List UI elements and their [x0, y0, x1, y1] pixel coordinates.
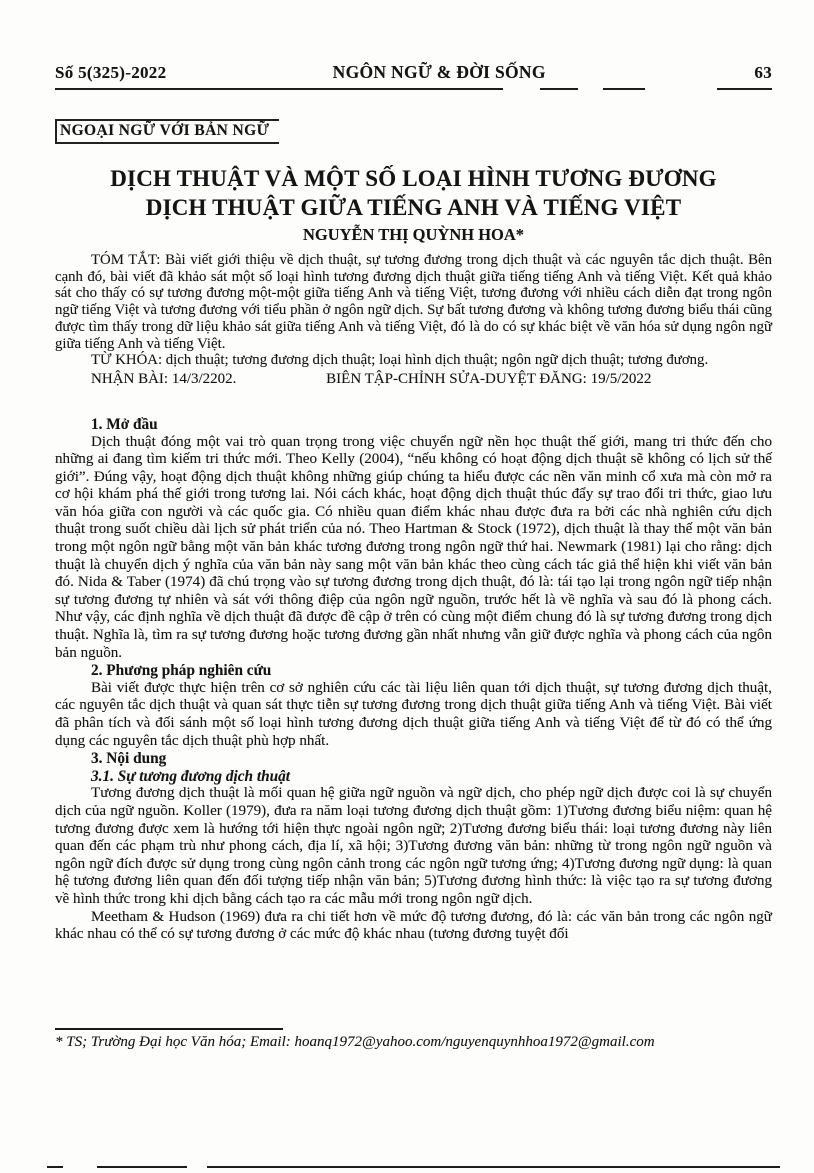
dates-line: [55, 371, 772, 388]
page-number: 63: [754, 63, 772, 82]
accepted-date: BIÊN TẬP-CHỈNH SỬA-DUYỆT ĐĂNG: 19/5/2022: [326, 370, 652, 387]
section-3-paragraph-2: Meetham & Hudson (1969) đưa ra chi tiết hơn về mức độ tương đương, đó là: các văn bản trong các ngôn ngữ khác nhau có thể có sự tương đương ở các mức độ khác nhau (tương đương tuyệt đối: [55, 908, 772, 943]
article-title-line1: DỊCH THUẬT VÀ MỘT SỐ LOẠI HÌNH TƯƠNG ĐƯƠNG: [110, 166, 717, 191]
journal-title: NGÔN NGỮ & ĐỜI SỐNG: [332, 62, 546, 82]
journal-header: [55, 62, 772, 83]
footnote-text: * TS; Trường Đại học Văn hóa; Email: hoanq1972@yahoo.com/nguyenquynhhoa1972@gmail.com: [55, 1034, 655, 1050]
section-1-paragraph: Dịch thuật đóng một vai trò quan trọng trong việc chuyển ngữ nền học thuật thế giới, mang tri thức đến cho những ai đang tìm kiếm tri thức mới. Theo Kelly (2004), “nếu không có hoạt động dịch thuật sẽ không có lịch sử thế giới”. Đúng vậy, hoạt động dịch thuật không những giúp chúng ta hiểu được các nền văn minh cổ xưa mà còn mở ra cơ hội khám phá thế giới trong tương lai. Nói cách khác, hoạt động dịch thuật thúc đẩy sự trao đổi tri thức, giao lưu văn hóa giữa con người và các quốc gia. Có nhiều quan điểm khác nhau được đưa ra bởi các nhà nghiên cứu dịch thuật trong suốt chiều dài lịch sử phát triển của nó. Theo Hartman & Stock (1972), dịch thuật là thay thế một văn bản trong một ngôn ngữ bằng một văn bản khác tương đương trong ngôn ngữ thứ hai. Newmark (1981) lại cho rằng: dịch thuật là chuyển dịch ý nghĩa của văn bản này sang một văn bản khác theo cùng cách tác giả thể hiện khi viết văn bản đó. Nida & Taber (1974) đã chú trọng vào sự tương đương trong dịch thuật, đó là: tái tạo lại trong ngôn ngữ tiếp nhận sự tương đương tự nhiên và sát với thông điệp của ngôn ngữ nguồn, trước hết là về nghĩa và sau đó là phong cách. Như vậy, các định nghĩa về dịch thuật đã được đề cập ở trên có cùng một điểm chung đó là sự tương đương trong dịch thuật. Nghĩa là, tìm ra sự tương đương hoặc tương đương gần nhất nhưng vẫn giữ được nghĩa và phong cách của ngôn bản nguồn.: [55, 433, 772, 661]
bottom-rule-segment: [207, 1166, 780, 1168]
section-banner: NGOẠI NGỮ VỚI BẢN NGỮ: [55, 119, 279, 144]
article-title-line2: DỊCH THUẬT GIỮA TIẾNG ANH VÀ TIẾNG VIỆT: [145, 195, 682, 220]
keywords-label: TỪ KHÓA:: [91, 352, 163, 369]
section-2-paragraph: Bài viết được thực hiện trên cơ sở nghiên cứu các tài liệu liên quan tới dịch thuật, sự tương đương dịch thuật, các nguyên tắc dịch thuật và quan sát thực tiễn sự tương đương trong dịch thuật giữa tiếng Anh và tiếng Việt. Bài viết đã phân tích và đối sánh một số loại hình tương đương dịch thuật giữa tiếng Anh và tiếng Việt để từ đó có thể ứng dụng các nguyên tắc dịch thuật phù hợp nhất.: [55, 679, 772, 749]
section-heading-2: 2. Phương pháp nghiên cứu: [91, 662, 272, 680]
section-3-paragraph: Tương đương dịch thuật là mối quan hệ giữa ngữ nguồn và ngữ dịch, cho phép ngữ dịch được coi là sự chuyển dịch của ngữ nguồn. Koller (1979), đưa ra năm loại tương đương dịch thuật gồm: 1)Tương đương biểu niệm: quan hệ tương đương được xem là hướng tới hiện thực ngoài ngôn ngữ; 2)Tương đương biểu thái: loại tương đương này liên quan đến các phạm trù như phong cách, địa lí, xã hội; 3)Tương đương văn bản: những từ trong ngôn ngữ nguồn và ngôn ngữ đích được sử dụng trong cùng ngôn cảnh trong các ngôn ngữ tương ứng; 4)Tương đương ngữ dụng: là quan hệ tương đương liên quan đến đối tượng tiếp nhận văn bản; 5)Tương đương hình thức: là việc tạo ra sự tương đương về hình thức trong khi dịch bằng cách tạo ra các mẫu mới trong ngôn ngữ dịch.: [55, 785, 772, 907]
article-body: [55, 416, 772, 944]
keywords-text: dịch thuật; tương đương dịch thuật; loại hình dịch thuật; ngôn ngữ dịch thuật; tương đương.: [162, 352, 709, 369]
abstract-label: TÓM TẮT:: [91, 252, 161, 268]
bottom-rule-segment: [97, 1166, 187, 1168]
section-heading-1: 1. Mở đầu: [91, 415, 158, 433]
footnote: [55, 1028, 772, 1051]
received-date: NHẬN BÀI: 14/3/2202.: [91, 370, 237, 387]
section-heading-3: 3. Nội dung: [91, 750, 167, 768]
footnote-rule: [55, 1028, 283, 1030]
header-rule-segment: [603, 88, 645, 90]
bottom-page-rule: [0, 1164, 814, 1170]
section-heading-3-1: 3.1. Sự tương đương dịch thuật: [91, 767, 291, 785]
article-author: NGUYỄN THỊ QUỲNH HOA*: [302, 225, 525, 244]
article-title: [55, 164, 772, 222]
abstract-text: Bài viết giới thiệu về dịch thuật, sự tương đương trong dịch thuật và các nguyên tắc dịch thuật. Bên cạnh đó, bài viết đã khảo sát một số loại hình tương đương dịch thuật giữa tiếng tiếng Anh và tiếng Việt. Kết quả khảo sát cho thấy có sự tương đương một-một giữa tiếng Anh và tiếng Việt, tương đương với nhiều cách diễn đạt trong ngôn ngữ tiếng Việt và tương đương với tiểu phần ở ngôn ngữ dịch. Sự bất tương đương và không tương đương biểu thái cũng được tìm thấy trong dữ liệu khảo sát giữa tiếng Anh và tiếng Việt, đó là do có sự khác biệt về văn hóa sử dụng ngôn ngữ giữa tiếng Anh và tiếng Việt.: [55, 252, 773, 352]
header-rule: [55, 85, 772, 93]
keywords-paragraph: [55, 352, 772, 369]
bottom-rule-segment: [47, 1166, 63, 1168]
abstract-paragraph: [55, 252, 772, 352]
header-rule-segment: [717, 88, 772, 90]
issue-number: Số 5(325)-2022: [55, 63, 167, 82]
header-rule-segment: [540, 88, 578, 90]
header-rule-segment: [55, 88, 503, 90]
